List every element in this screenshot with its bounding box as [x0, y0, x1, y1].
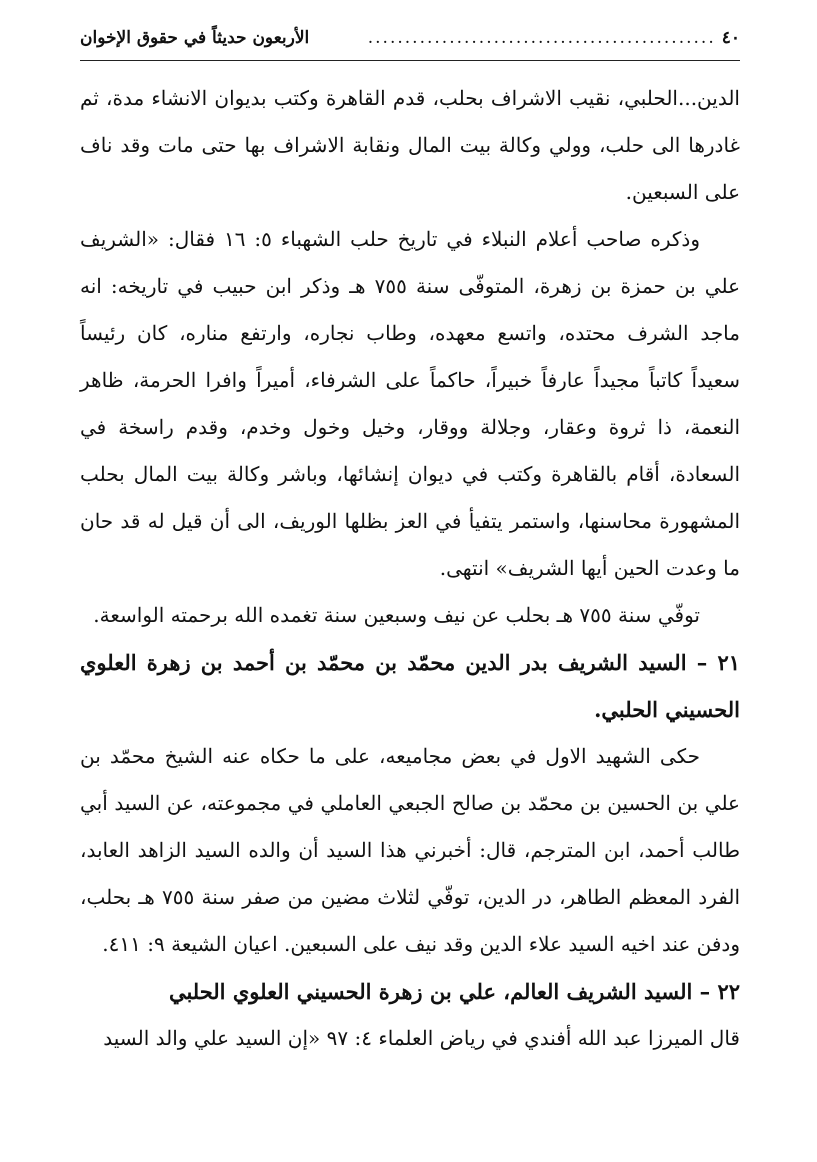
book-title: الأربعون حديثاً في حقوق الإخوان	[80, 28, 310, 48]
paragraph-4: حكى الشهيد الاول في بعض مجاميعه، على ما حكاه عنه الشيخ محمّد بن علي بن الحسين بن محمّد بن صالح الجبعي العاملي في مجموعته، عن السيد أبي طالب أحمد، ابن المترجم، قال: أخبرني هذا السيد أن والده السيد الزاهد العابد، الفرد المعظم الطاهر، در الدين، توفّي لثلاث مضين من صفر سنة ٧٥٥ هـ بحلب، ودفن عند اخيه السيد علاء الدين وقد نيف على السبعين. اعيان الشيعة ٩: ٤١١.	[80, 744, 740, 956]
biography-heading-22: ٢٢ – السيد الشريف العالم، علي بن زهرة الحسيني العلوي الحلبي	[168, 979, 740, 1004]
biography-heading-21: ٢١ – السيد الشريف بدر الدين محمّد بن محمّد بن أحمد بن زهرة العلوي الحسيني الحلبي.	[80, 650, 740, 722]
paragraph-1: الدين...الحلبي، نقيب الاشراف بحلب، قدم القاهرة وكتب بديوان الانشاء مدة، ثم غادرها الى حلب، وولي وكالة بيت المال ونقابة الاشراف بها حتى مات وقد ناف على السبعين.	[80, 86, 740, 204]
header-leader-dots: ...............................................	[367, 28, 716, 48]
page-number: ٤٠	[721, 28, 740, 48]
paragraph-3: توفّي سنة ٧٥٥ هـ بحلب عن نيف وسبعين سنة تغمده الله برحمته الواسعة.	[93, 603, 700, 627]
running-header	[80, 28, 740, 61]
book-page	[80, 28, 740, 1062]
paragraph-5: قال الميرزا عبد الله أفندي في رياض العلماء ٤: ٩٧ «إن السيد علي والد السيد	[103, 1026, 740, 1050]
paragraph-2: وذكره صاحب أعلام النبلاء في تاريخ حلب الشهباء ٥: ١٦ فقال: «الشريف علي بن حمزة بن زهرة، المتوفّى سنة ٧٥٥ هـ وذكر ابن حبيب في تاريخه: انه ماجد الشرف محتده، واتسع معهده، وطاب نجاره، وارتفع مناره، كان رئيساً سعيداً كاتباً مجيداً عارفاً خبيراً، حاكماً على الشرفاء، أميراً وافرا الحرمة، ظاهر النعمة، ذا ثروة وعقار، وجلالة ووقار، وخيل وخول وخدم، وقدم راسخة في السعادة، أقام بالقاهرة وكتب في ديوان إنشائها، وباشر وكالة بيت المال بحلب المشهورة محاسنها، واستمر يتفيأ في العز بظلها الوريف، الى أن قيل له قد حان ما وعدت الحين أيها الشريف» انتهى.	[80, 227, 741, 580]
